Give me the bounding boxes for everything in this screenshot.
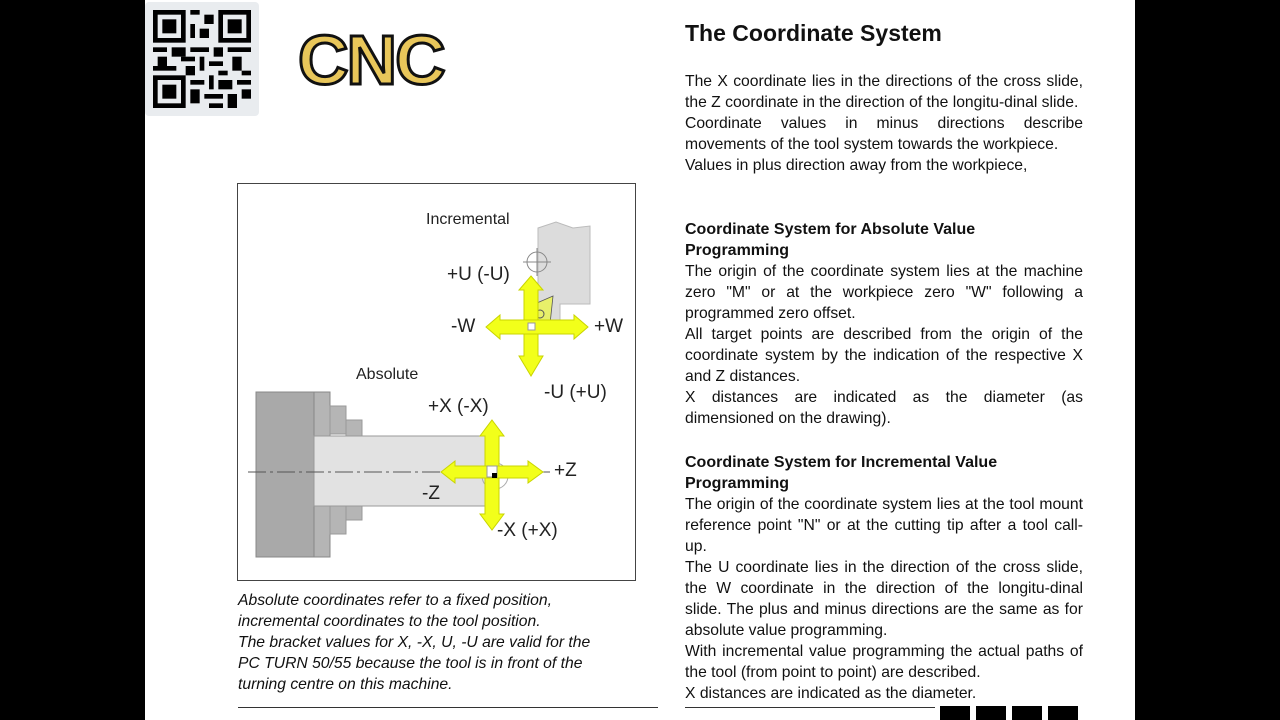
incremental-text (685, 494, 1083, 704)
qr-code-icon (153, 10, 251, 108)
minus-z-label: -Z (422, 483, 440, 504)
incremental-label: Incremental (426, 211, 510, 228)
logo-block (1048, 706, 1078, 720)
plus-u-label: +U (-U) (447, 264, 510, 285)
logo-block (976, 706, 1006, 720)
logo-block (940, 706, 970, 720)
paragraph: Values in plus direction away from the workpiece, (685, 157, 1028, 174)
caption-line: turning centre on this machine. (238, 676, 453, 693)
paragraph: The X coordinate lies in the directions of the cross slide, the Z coordinate in the direction of the longitu-dinal slide. (685, 73, 1083, 111)
paragraph: X distances are indicated as the diameter (as dimensioned on the drawing). (685, 389, 1083, 427)
minus-x-label: -X (+X) (497, 520, 558, 541)
logo-block (1012, 706, 1042, 720)
plus-w-label: +W (594, 316, 624, 337)
paragraph: The origin of the coordinate system lies at the machine zero "M" or at the workpiece zero "W" following a programmed zero offset. (685, 263, 1083, 322)
caption-line: incremental coordinates to the tool position. (238, 613, 541, 630)
figure-caption (238, 590, 658, 695)
cnc-logo: CNC (298, 21, 444, 99)
plus-x-label: +X (-X) (428, 396, 489, 417)
absolute-label: Absolute (356, 366, 419, 383)
paragraph: Coordinate values in minus directions describe movements of the tool system towards the workpiece. (685, 115, 1083, 153)
caption-line: PC TURN 50/55 because the tool is in front of the (238, 655, 583, 672)
absolute-text (685, 261, 1083, 429)
paragraph: All target points are described from the origin of the coordinate system by the indication of the respective X and Z distances. (685, 326, 1083, 385)
plus-z-label: +Z (554, 460, 577, 481)
paragraph: X distances are indicated as the diameter. (685, 685, 977, 702)
intro-text (685, 71, 1083, 176)
page-title: The Coordinate System (685, 20, 942, 46)
emco-logo (940, 706, 1078, 720)
divider (238, 707, 658, 708)
minus-u-label: -U (+U) (544, 382, 607, 403)
incremental-heading: Coordinate System for Incremental Value Programming (685, 454, 998, 492)
paragraph: The U coordinate lies in the direction of the cross slide, the W coordinate in the direction of the longitu-dinal slide. The plus and minus directions are the same as for absolute value programming. (685, 559, 1083, 639)
absolute-heading: Coordinate System for Absolute Value Programming (685, 221, 976, 259)
caption-line: The bracket values for X, -X, U, -U are valid for the (238, 634, 591, 651)
paragraph: With incremental value programming the actual paths of the tool (from point to point) are described. (685, 643, 1083, 681)
coordinate-diagram (237, 183, 636, 581)
paragraph: The origin of the coordinate system lies at the tool mount reference point "N" or at the cutting tip after a tool call-up. (685, 496, 1083, 555)
caption-line: Absolute coordinates refer to a fixed position, (238, 592, 552, 609)
divider (685, 707, 935, 708)
minus-w-label: -W (451, 316, 476, 337)
qr-code (145, 2, 259, 116)
